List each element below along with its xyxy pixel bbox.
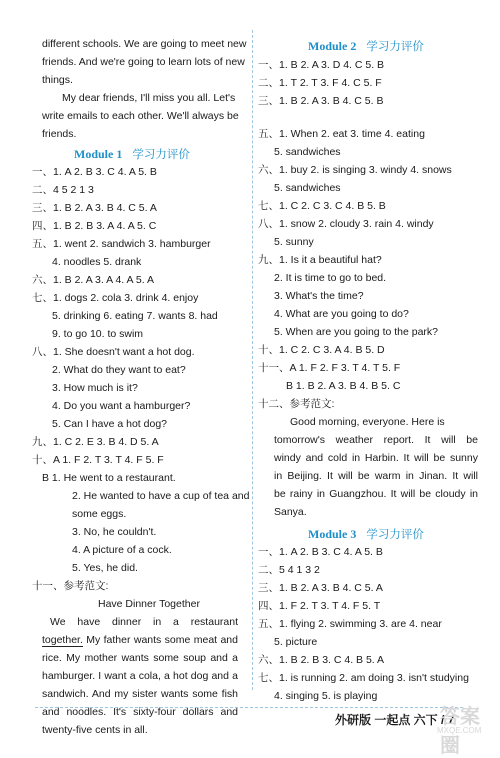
answer-line: some eggs. xyxy=(72,508,127,520)
answer-line: 八、1. snow 2. cloudy 3. rain 4. windy xyxy=(258,218,434,230)
answer-line: 六、1. buy 2. is singing 3. windy 4. snows xyxy=(258,164,452,176)
essay-line: We have dinner in a restaurant xyxy=(50,616,238,628)
module3-heading xyxy=(308,526,424,542)
page-footer: 外研版 一起点 六下 / 7 xyxy=(335,713,455,727)
answer-line: 5. sandwiches xyxy=(274,182,341,194)
answer-line: 3. No, he couldn't. xyxy=(72,526,157,538)
answer-line: 5. sunny xyxy=(274,236,314,248)
answer-line: 一、1. B 2. A 3. D 4. C 5. B xyxy=(258,59,385,71)
module2-subtitle: 学习力评价 xyxy=(366,39,424,53)
answer-line: 十一、A 1. F 2. F 3. T 4. T 5. F xyxy=(258,362,401,374)
answer-line: 5. Can I have a hot dog? xyxy=(52,418,168,430)
essay-line: Sanya. xyxy=(274,506,307,518)
answer-line: 一、1. A 2. B 3. C 4. A 5. B xyxy=(258,546,383,558)
answer-line: 一、1. A 2. B 3. C 4. A 5. B xyxy=(32,166,157,178)
module1-title: Module 1 xyxy=(74,147,123,161)
answer-line: 4. noodles 5. drank xyxy=(52,256,142,268)
answer-line: 四、1. B 2. B 3. A 4. A 5. C xyxy=(32,220,157,232)
answer-line: 5. When are you going to the park? xyxy=(274,326,439,338)
answer-line: 六、1. B 2. A 3. A 4. A 5. A xyxy=(32,274,155,286)
module2-heading xyxy=(308,38,424,54)
answer-line: 2. What do they want to eat? xyxy=(52,364,186,376)
answer-line: 3. How much is it? xyxy=(52,382,138,394)
intro-line-1: different schools. We are going to meet new xyxy=(42,38,247,50)
answer-line: 九、1. C 2. E 3. B 4. D 5. A xyxy=(32,436,159,448)
intro-line-2: friends. And we're going to learn lots of new xyxy=(42,56,245,68)
essay-line: in Beijing. It will be warm in Jinan. It will xyxy=(274,470,478,482)
essay-title: Have Dinner Together xyxy=(98,598,200,610)
answer-line: 二、5 4 1 3 2 xyxy=(258,564,320,576)
intro-line-5: write emails to each other. We'll always be xyxy=(42,110,239,122)
answer-line: 4. Do you want a hamburger? xyxy=(52,400,191,412)
module1-heading xyxy=(74,146,190,162)
module3-title: Module 3 xyxy=(308,527,357,541)
answer-line: B 1. B 2. A 3. B 4. B 5. C xyxy=(286,380,401,392)
essay-underlined-word: together. xyxy=(42,634,83,646)
answer-line: 八、1. She doesn't want a hot dog. xyxy=(32,346,195,358)
answer-line: 十、A 1. F 2. T 3. T 4. F 5. F xyxy=(32,454,164,466)
essay-line: hamburger. I want a cola, a hot dog and a xyxy=(42,670,238,682)
essay-line: together. My father wants some meat and xyxy=(42,634,238,646)
answer-line: 七、1. dogs 2. cola 3. drink 4. enjoy xyxy=(32,292,199,304)
answer-line: 5. Yes, he did. xyxy=(72,562,138,574)
essay-line: rice. My mother wants some soup and a xyxy=(42,652,238,664)
module2-title: Module 2 xyxy=(308,39,357,53)
answer-line: 4. What are you going to do? xyxy=(274,308,409,320)
essay-line: be rainy in Guangzhou. It will be cloudy in xyxy=(274,488,478,500)
essay-line: and noodles. It's sixty-four dollars and xyxy=(42,706,238,718)
answer-line: 9. to go 10. to swim xyxy=(52,328,144,340)
intro-line-4: My dear friends, I'll miss you all. Let's xyxy=(62,92,236,104)
answer-line: 5. drinking 6. eating 7. wants 8. had xyxy=(52,310,218,322)
module1-subtitle: 学习力评价 xyxy=(132,147,190,161)
column-divider xyxy=(252,30,253,690)
watermark-logo: 答案圈 xyxy=(440,704,480,757)
answer-line: 二、4 5 2 1 3 xyxy=(32,184,94,196)
answer-line: 三、1. B 2. A 3. B 4. C 5. A xyxy=(32,202,157,214)
answer-line: 2. It is time to go to bed. xyxy=(274,272,387,284)
intro-line-3: things. xyxy=(42,74,73,86)
answer-line: 2. He wanted to have a cup of tea and xyxy=(72,490,250,502)
answer-line: 五、1. flying 2. swimming 3. are 4. near xyxy=(258,618,442,630)
answer-line: 七、1. C 2. C 3. C 4. B 5. B xyxy=(258,200,386,212)
answer-line: 五、1. went 2. sandwich 3. hamburger xyxy=(32,238,211,250)
answer-line: 三、1. B 2. A 3. B 4. C 5. A xyxy=(258,582,383,594)
answer-line: 四、1. F 2. T 3. T 4. F 5. T xyxy=(258,600,381,612)
answer-line: 4. A picture of a cock. xyxy=(72,544,172,556)
essay-line: tomorrow's weather report. It will be xyxy=(274,434,478,446)
answer-line: 五、1. When 2. eat 3. time 4. eating xyxy=(258,128,425,140)
answer-line: B 1. He went to a restaurant. xyxy=(42,472,176,484)
answer-line: 3. What's the time? xyxy=(274,290,364,302)
footer-rule xyxy=(35,707,463,708)
intro-line-6: friends. xyxy=(42,128,77,140)
essay-line: Good morning, everyone. Here is xyxy=(290,416,445,428)
essay-line: twenty-five cents in all. xyxy=(42,724,148,736)
answer-line: 九、1. Is it a beautiful hat? xyxy=(258,254,382,266)
essay-line: sandwich. And my sister wants some fish xyxy=(42,688,238,700)
answer-line: 二、1. T 2. T 3. F 4. C 5. F xyxy=(258,77,382,89)
answer-line: 十二、参考范文: xyxy=(258,398,335,410)
answer-line: 三、1. B 2. A 3. B 4. C 5. B xyxy=(258,95,384,107)
answer-line: 4. singing 5. is playing xyxy=(274,690,378,702)
module3-subtitle: 学习力评价 xyxy=(366,527,424,541)
answer-line: 5. picture xyxy=(274,636,318,648)
answer-line: 十一、参考范文: xyxy=(32,580,109,592)
answer-line: 5. sandwiches xyxy=(274,146,341,158)
watermark-url: MXQE.COM xyxy=(437,726,482,735)
essay-line: windy and cold in Harbin. It will be sunny xyxy=(274,452,478,464)
answer-line: 十、1. C 2. C 3. A 4. B 5. D xyxy=(258,344,385,356)
answer-line: 七、1. is running 2. am doing 3. isn't studying xyxy=(258,672,469,684)
answer-line: 六、1. B 2. B 3. C 4. B 5. A xyxy=(258,654,385,666)
